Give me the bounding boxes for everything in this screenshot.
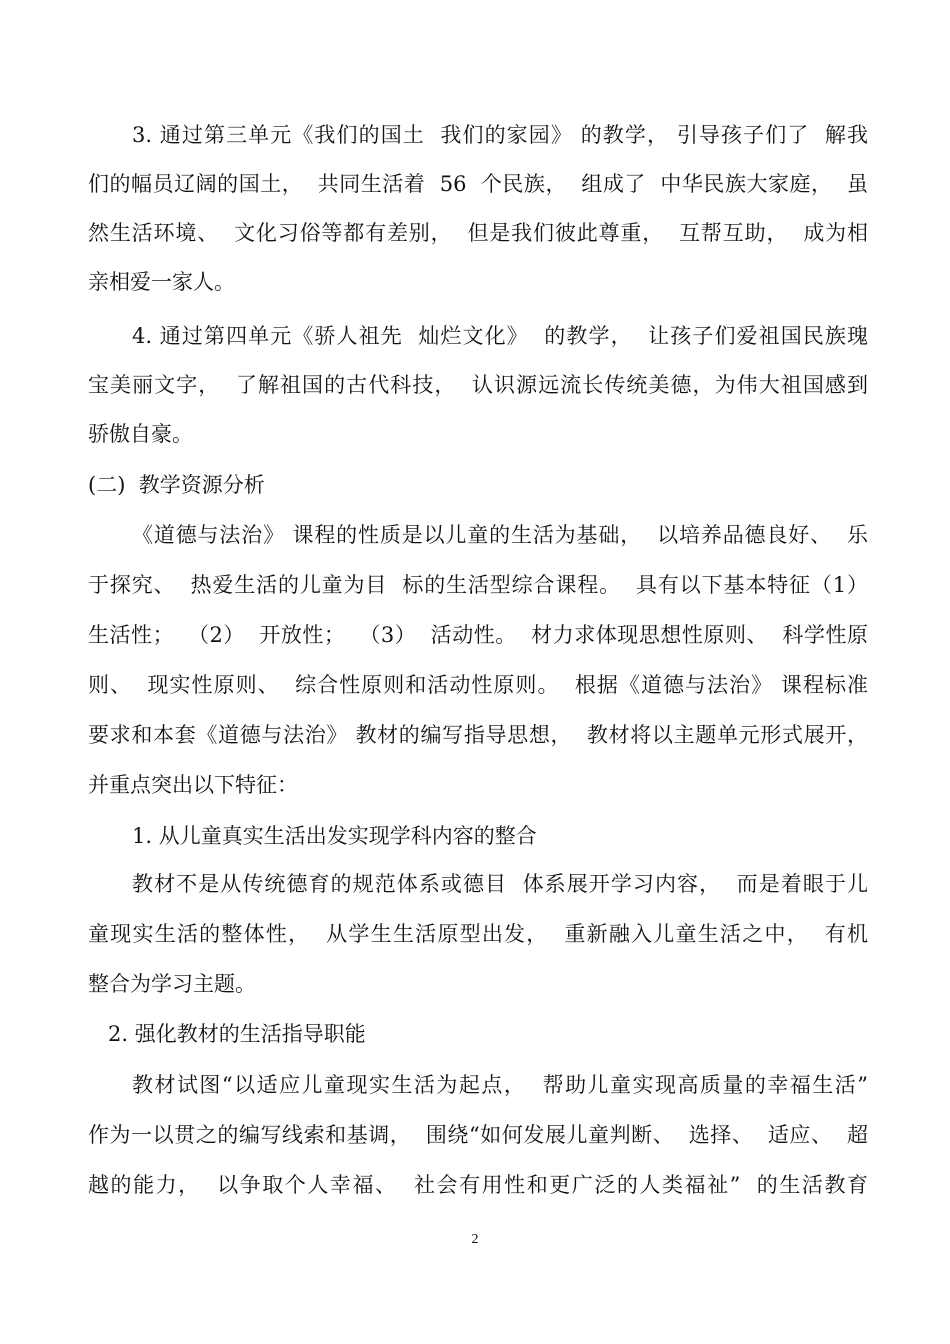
text-line: 整合为学习主题。 (88, 972, 256, 996)
text-line: 并重点突出以下特征： (88, 773, 298, 797)
text-line: 《道德与法治》 课程的性质是以儿童的生活为基础， 以培养品德良好、 乐 (132, 523, 868, 547)
subheading: 2. 强化教材的生活指导职能 (108, 1022, 366, 1046)
text-line: 于探究、 热爱生活的儿童为目 标的生活型综合课程。 具有以下基本特征（1） (88, 573, 868, 597)
text-line: 宝美丽文字， 了解祖国的古代科技， 认识源远流长传统美德，为伟大祖国感到 (88, 373, 868, 397)
text-line: 亲相爱一家人。 (88, 270, 235, 294)
page-number: 2 (471, 1232, 479, 1247)
text-line: 4. 通过第四单元《骄人祖先 灿烂文化》 的教学， 让孩子们爱祖国民族瑰 (132, 324, 868, 348)
text-line: 教材不是从传统德育的规范体系或德目 体系展开学习内容， 而是着眼于儿 (132, 872, 868, 896)
text-line: 则、 现实性原则、 综合性原则和活动性原则。 根据《道德与法治》 课程标准 (88, 673, 868, 697)
text-line: 要求和本套《道德与法治》 教材的编写指导思想， 教材将以主题单元形式展开， (88, 723, 868, 747)
text-line: 作为一以贯之的编写线索和基调， 围绕“如何发展儿童判断、 选择、 适应、 超 (88, 1123, 868, 1147)
text-line: 们的幅员辽阔的国土， 共同生活着 56 个民族， 组成了 中华民族大家庭， 虽 (88, 172, 868, 196)
text-line: 骄傲自豪。 (88, 422, 193, 446)
subheading: 1. 从儿童真实生活出发实现学科内容的整合 (132, 824, 537, 848)
text-line: 越的能力， 以争取个人幸福、 社会有用性和更广泛的人类福祉” 的生活教育 (88, 1173, 868, 1197)
section-heading: (二) 教学资源分析 (88, 473, 265, 497)
text-line: 3. 通过第三单元《我们的国土 我们的家园》 的教学， 引导孩子们了 解我 (132, 123, 868, 147)
text-line: 教材试图“以适应儿童现实生活为起点， 帮助儿童实现高质量的幸福生活” (132, 1073, 868, 1097)
text-line: 童现实生活的整体性， 从学生生活原型出发， 重新融入儿童生活之中， 有机 (88, 922, 868, 946)
text-line: 然生活环境、 文化习俗等都有差别， 但是我们彼此尊重， 互帮互助， 成为相 (88, 221, 868, 245)
text-line: 生活性； （2） 开放性； （3） 活动性。 材力求体现思想性原则、 科学性原 (88, 623, 868, 647)
